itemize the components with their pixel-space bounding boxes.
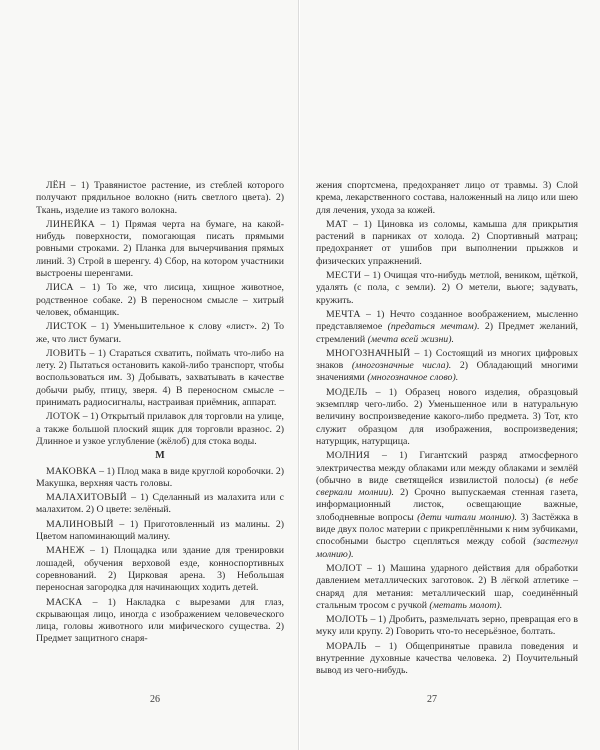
definition: – 1) Образец нового изделия, образцовый экземпляр чего-либо. 2) Уменьшенное или в натуральную величину воспроизведение какого-либо предмета. 3) Тот, кто служит образцом для изображения, воспроизведения; натурщик, натурщица. — [316, 386, 578, 447]
headword: ЛОВИТЬ — [46, 347, 87, 359]
example: (предаться мечтам). — [387, 321, 480, 333]
entry-mesti — [316, 270, 578, 307]
entry-lotok — [36, 411, 284, 448]
headword: ЛИНЕЙКА — [46, 218, 95, 230]
entry-lineyka — [36, 219, 284, 280]
definition: – 1) Накладка с вырезами для глаз, скрывающая лицо, иногда с изображением человеческого лица, головы животного или мифического существа. 2) Предмет защитного снаря- — [36, 596, 284, 645]
entry-mat — [316, 219, 578, 268]
entry-lovit — [36, 348, 284, 409]
entry-moral — [316, 641, 578, 678]
example: (застегнул молнию). — [316, 536, 578, 560]
definition: – 1) Дробить, размельчать зерно, превращая его в муку или крупу. 2) Говорить что-то несерьёзное, болтать. — [316, 614, 578, 638]
headword: ЛИСА — [46, 282, 74, 294]
example: (метать молот). — [429, 599, 503, 611]
headword: МАСКА — [46, 596, 83, 608]
headword: МАЛАХИТОВЫЙ — [46, 492, 127, 504]
definition: 2) Срочно выпускаемая стенная газета, информационный листок, освещающие важные, злободневные вопросы — [316, 487, 578, 523]
example: (в небе сверкали молнии). — [316, 474, 578, 499]
entry-molot-verb — [316, 614, 578, 639]
left-page — [0, 0, 299, 750]
section-letter: М — [155, 450, 165, 462]
definition: – 1) Плод мака в виде круглой коробочки. 2) Макушка, верхняя часть головы. — [36, 465, 284, 489]
headword: ЛИСТОК — [46, 321, 87, 333]
right-page — [300, 0, 600, 750]
definition: – 1) Нечто созданное воображением, мысленно представляемое — [316, 308, 578, 333]
definition: – 1) Машина ударного действия для обработки давлением металлических заготовок. 2) В лёгкой атлетике – снаряд для метания: металлический шар, соединённый стальным тросом с ручкой — [316, 562, 578, 611]
entry-text: ЛЁН – 1) Травянистое растение, из стеблей которого получают прядильное волокно (нить светлого цвета). 2) Ткань, изделие из такого волокна. — [36, 180, 284, 216]
headword: МАТ — [326, 218, 348, 230]
headword: МОДЕЛЬ — [326, 386, 368, 398]
page-number: 27 — [427, 694, 437, 705]
headword: МАНЕЖ — [46, 545, 85, 557]
headword: МОЛНИЯ — [326, 450, 370, 462]
right-column — [316, 180, 578, 680]
entry-lisa — [36, 282, 284, 319]
definition: 2) Обладающий многими значениями — [316, 360, 578, 384]
definition: – 1) То же, что лисица, хищное животное, родственное собаке. 2) В переносном смысле – хитрый человек, обманщик. — [36, 282, 284, 318]
definition: – 1) Стараться схватить, поймать что-либо на лету. 2) Пытаться остановить какой-либо транспорт, чтобы воспользоваться им. 3) Добывать, захватывать в качестве добычи рыбу, птицу, зверя. 4) В переносном смысле – принимать радиосигналы, настраивая приёмник, аппарат. — [36, 347, 284, 409]
definition: – 1) Прямая черта на бумаге, на какой-нибудь поверхности, помогающая писать прямыми ровными строками. 2) Планка для вычерчивания прямых линий. 3) Строй в шеренгу. 4) Сбор, на котором участники выстроены шеренгами. — [36, 218, 284, 280]
entry-text: жения спортсмена, предохраняет лицо от травмы. 3) Слой крема, лекарственного состава, наложенный на лицо или шею для лечения, ухода за кожей. — [316, 180, 578, 216]
headword: МОРАЛЬ — [326, 640, 367, 652]
entry-len — [36, 180, 284, 217]
headword: МЕСТИ — [326, 270, 362, 282]
entry-makovka — [36, 466, 284, 491]
headword: МАКОВКА — [46, 465, 97, 477]
entry-continuation — [316, 180, 578, 217]
entry-malahitovyy — [36, 492, 284, 517]
entry-manezh — [36, 545, 284, 594]
entry-molniya — [316, 450, 578, 561]
example: (дети читали молнию). — [417, 511, 517, 523]
definition: – 1) Приготовленный из малины. 2) Цветом напоминающий малину. — [36, 518, 284, 543]
entry-listok — [36, 321, 284, 346]
headword: МЕЧТА — [326, 308, 361, 320]
example: (многозначные числа). — [351, 360, 452, 372]
entry-model — [316, 387, 578, 448]
definition: – 1) Циновка из соломы, камыша для прикрытия растений в парниках от холода. 2) Спортивный матрац; предохраняет от ушибов при выполнении прыжков и физических упражнений. — [316, 218, 578, 267]
definition: 3) Застёжка в виде двух полос материи с прикреплёнными к ним зубчиками, способными быстро сцепляться между собой — [316, 511, 578, 548]
entry-mechta — [316, 309, 578, 346]
definition: – 1) Состоящий из многих цифровых знаков — [316, 347, 578, 372]
definition: – 1) Гигантский разряд атмосферного электричества между облаками или между облаками и землёй (обычно в виде светящейся извилистой полосы) — [316, 450, 578, 486]
definition: – 1) Общепринятые правила поведения и внутренние духовные качества человека. 2) Поучительный вывод из чего-нибудь. — [316, 640, 578, 677]
definition: – 1) Очищая что-нибудь метлой, веником, щёткой, удалять (с пола, с земли). 2) О метели, вьюге; задувать, кружить. — [316, 270, 578, 306]
headword: МАЛИНОВЫЙ — [46, 518, 114, 530]
definition: – 1) Уменьшительное к слову «лист». 2) То же, что лист бумаги. — [36, 321, 284, 345]
entry-mnogoznachnyy — [316, 348, 578, 385]
definition: – 1) Открытый прилавок для торговли на улице, а также большой плоский ящик для торговли вразнос. 2) Длинное и узкое углубление (жёлоб) для стока воды. — [36, 411, 284, 447]
definition: 2) Предмет желаний, стремлений — [316, 321, 579, 345]
definition: – 1) Сделанный из малахита или с малахитом. 2) О цвете: зелёный. — [36, 492, 284, 516]
entry-malinovyy — [36, 519, 284, 544]
headword: МОЛОТ — [326, 562, 363, 574]
entry-molot — [316, 563, 578, 612]
entry-maska — [36, 597, 284, 646]
definition: – 1) Площадка или здание для тренировки лошадей, обучения верховой езде, конноспортивных соревнований. 2) Цирковая арена. 3) Небольшая переносная загородка для начинающих ходить детей. — [36, 545, 284, 594]
headword: ЛОТОК — [46, 411, 81, 423]
headword: МНОГОЗНАЧНЫЙ — [326, 347, 411, 359]
example: (многозначное слово). — [367, 372, 459, 384]
headword: МОЛОТЬ — [326, 614, 368, 626]
left-column — [36, 180, 284, 648]
example: (мечта всей жизни). — [367, 333, 454, 345]
page-number: 26 — [150, 694, 160, 705]
